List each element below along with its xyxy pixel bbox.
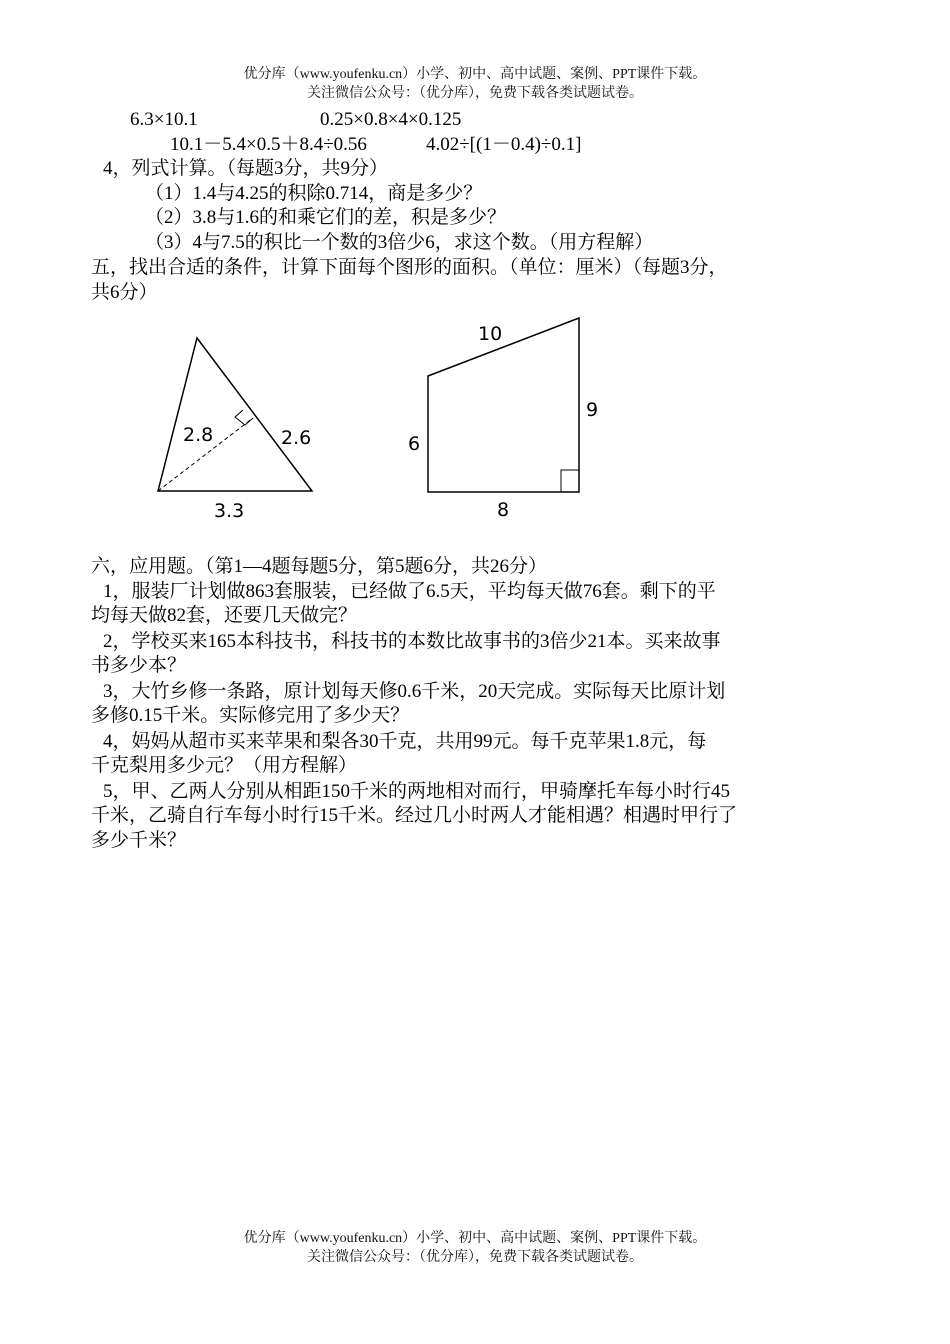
- triangle-figure: [150, 330, 325, 525]
- footer-line-1: 优分库（www.youfenku.cn）小学、初中、高中试题、案例、PPT课件下载。: [243, 1231, 707, 1246]
- problem-5-line-2: 千米，乙骑自行车每小时行15千米。经过几小时两人才能相遇？相遇时甲行了: [91, 805, 738, 826]
- section-6-title: 六，应用题。（第1—4题每题5分，第5题6分，共26分）: [91, 556, 548, 577]
- trapezoid-right-label: 9: [586, 399, 599, 421]
- trapezoid-outline: [428, 318, 579, 492]
- triangle-side-label: 2.6: [281, 427, 312, 449]
- calc-expr-2: 0.25×0.8×4×0.125: [320, 109, 462, 130]
- problem-3-line-2: 多修0.15千米。实际修完用了多少天？: [91, 705, 410, 726]
- triangle-right-angle-mark: [235, 410, 253, 425]
- trapezoid-top-label: 10: [478, 323, 503, 345]
- triangle-base-label: 3.3: [214, 500, 245, 522]
- problem-4-line-2: 千克梨用多少元？（用方程解）: [91, 755, 358, 776]
- header-line-2: 关注微信公众号：（优分库），免费下载各类试题试卷。: [307, 86, 643, 101]
- problem-2-line-1: 2，学校买来165本科技书，科技书的本数比故事书的3倍少21本。买来故事: [103, 631, 721, 652]
- problem-2-line-2: 书多少本？: [91, 655, 187, 676]
- trapezoid-right-angle-mark: [561, 470, 579, 492]
- footer-line-2: 关注微信公众号：（优分库），免费下载各类试题试卷。: [307, 1250, 643, 1265]
- triangle-outline: [158, 338, 312, 491]
- section-4-question-1: （1）1.4与4.25的积除0.714，商是多少？: [145, 183, 483, 204]
- calc-expr-1: 6.3×10.1: [130, 109, 198, 130]
- section-5-title-line-1: 五，找出合适的条件，计算下面每个图形的面积。（单位：厘米）（每题3分，: [91, 257, 728, 278]
- calc-expr-3: 10.1－5.4×0.5＋8.4÷0.56: [170, 134, 367, 155]
- calc-expr-4: 4.02÷[(1－0.4)÷0.1]: [426, 134, 582, 155]
- trapezoid-bottom-label: 8: [497, 499, 510, 521]
- header-line-1: 优分库（www.youfenku.cn）小学、初中、高中试题、案例、PPT课件下载。: [243, 67, 707, 82]
- trapezoid-left-label: 6: [408, 433, 421, 455]
- triangle-height-label: 2.8: [183, 424, 214, 446]
- trapezoid-figure: [400, 310, 610, 525]
- problem-1-line-1: 1，服装厂计划做863套服装，已经做了6.5天，平均每天做76套。剩下的平: [103, 581, 716, 602]
- section-5-title-line-2: 共6分）: [91, 282, 158, 303]
- problem-3-line-1: 3，大竹乡修一条路，原计划每天修0.6千米，20天完成。实际每天比原计划: [103, 681, 726, 702]
- problem-4-line-1: 4，妈妈从超市买来苹果和梨各30千克，共用99元。每千克苹果1.8元，每: [103, 731, 707, 752]
- section-4-title: 4，列式计算。（每题3分，共9分）: [103, 158, 389, 179]
- problem-5-line-1: 5，甲、乙两人分别从相距150千米的两地相对而行，甲骑摩托车每小时行45: [103, 781, 731, 802]
- section-4-question-3: （3）4与7.5的积比一个数的3倍少6，求这个数。（用方程解）: [145, 232, 654, 253]
- problem-1-line-2: 均每天做82套，还要几天做完？: [91, 605, 358, 626]
- problem-5-line-3: 多少千米？: [91, 830, 187, 851]
- section-4-question-2: （2）3.8与1.6的和乘它们的差，积是多少？: [145, 207, 507, 228]
